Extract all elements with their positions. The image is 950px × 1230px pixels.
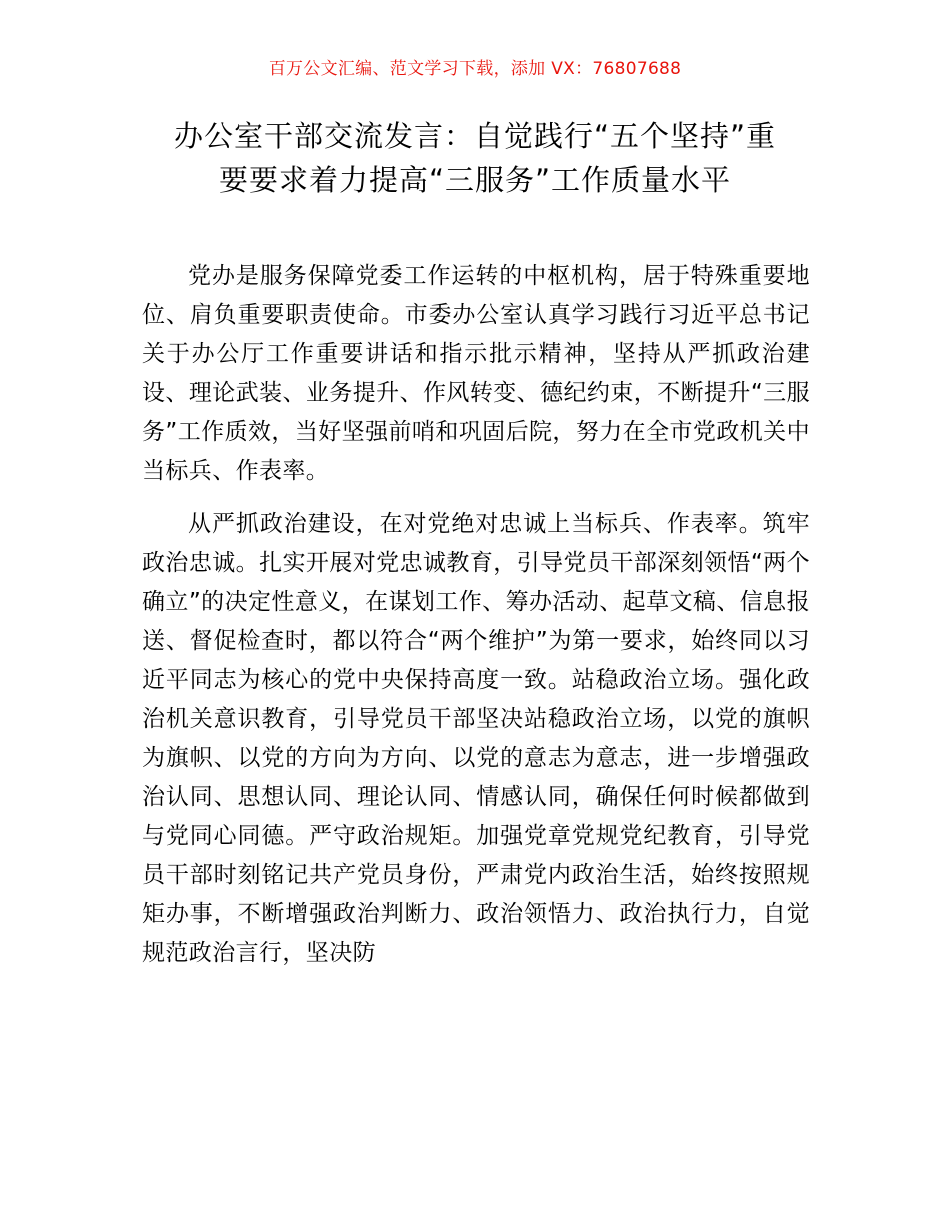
document-title: 办公室干部交流发言：自觉践行“五个坚持”重要要求着力提高“三服务”工作质量水平 bbox=[173, 119, 777, 197]
paragraph-political-building: 从严抓政治建设，在对党绝对忠诚上当标兵、作表率。筑牢政治忠诚。扎实开展对党忠诚教育，引导党员干部深刻领悟“两个确立”的决定性意义，在谋划工作、筹办活动、起草文稿、信息报送、督促检查时，都以符合“两个维护”为第一要求，始终同以习近平同志为核心的党中央保持高度一致。站稳政治立场。强化政治机关意识教育，引导党员干部坚决站稳政治立场，以党的旗帜为旗帜、以党的方向为方向、以党的意志为意志，进一步增强政治认同、思想认同、理论认同、情感认同，确保任何时候都做到与党同心同德。严守政治规矩。加强党章党规党纪教育，引导党员干部时刻铭记共产党员身份，严肃党内政治生活，始终按照规矩办事，不断增强政治判断力、政治领悟力、政治执行力，自觉规范政治言行，坚决防 bbox=[142, 511, 810, 966]
header-banner: 百万公文汇编、范文学习下载，添加 VX：76807688 bbox=[268, 59, 682, 79]
document-body bbox=[142, 257, 810, 987]
paragraph-intro: 党办是服务保障党委工作运转的中枢机构，居于特殊重要地位、肩负重要职责使命。市委办公室认真学习践行习近平总书记关于办公厅工作重要讲话和指示批示精神，坚持从严抓政治建设、理论武装、业务提升、作风转变、德纪约束，不断提升“三服务”工作质效，当好坚强前哨和巩固后院，努力在全市党政机关中当标兵、作表率。 bbox=[142, 263, 810, 484]
